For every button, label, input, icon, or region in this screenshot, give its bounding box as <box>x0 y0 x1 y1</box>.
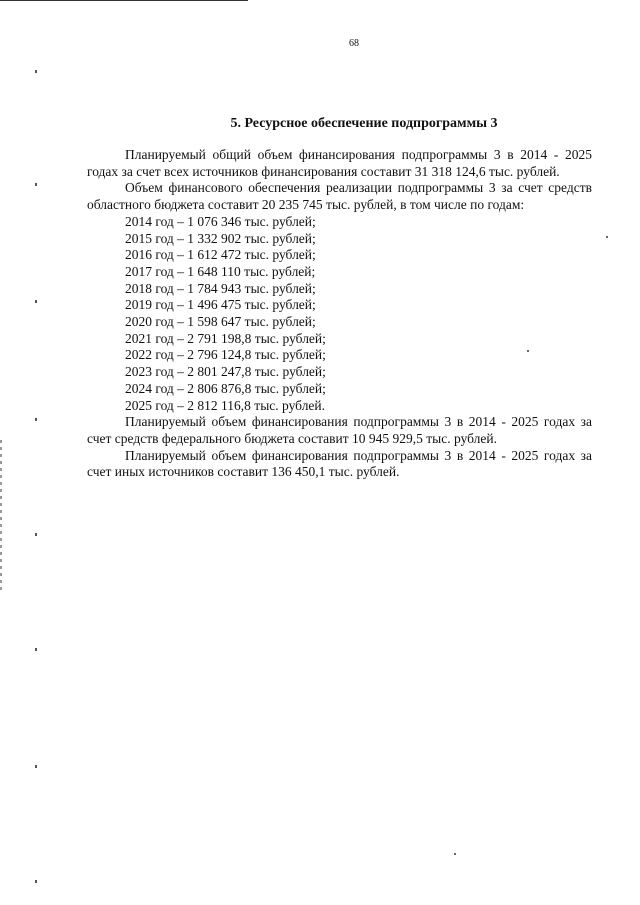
list-item: 2019 год – 1 496 475 тыс. рублей; <box>125 297 316 313</box>
margin-mark <box>35 533 37 536</box>
margin-mark <box>35 70 37 73</box>
scan-top-rule <box>0 0 248 1</box>
margin-mark <box>35 183 37 186</box>
list-item: 2020 год – 1 598 647 тыс. рублей; <box>125 314 316 330</box>
list-item: 2021 год – 2 791 198,8 тыс. рублей; <box>125 330 326 346</box>
paragraph-federal-budget: Планируемый объем финансирования подпрограммы 3 в 2014 - 2025 годах за счет средств федерального бюджета составит 10 945 929,5 тыс. рублей. <box>87 414 592 446</box>
scan-speck <box>454 853 456 855</box>
list-item: 2018 год – 1 784 943 тыс. рублей; <box>125 280 316 296</box>
margin-mark <box>35 880 37 883</box>
margin-mark <box>35 418 37 421</box>
list-item: 2014 год – 1 076 346 тыс. рублей; <box>125 213 316 229</box>
margin-mark <box>35 648 37 651</box>
list-item: 2022 год – 2 796 124,8 тыс. рублей; <box>125 347 326 363</box>
paragraph-other-sources: Планируемый объем финансирования подпрограммы 3 в 2014 - 2025 годах за счет иных источников составит 136 450,1 тыс. рублей. <box>87 447 592 480</box>
section-title: 5. Ресурсное обеспечение подпрограммы 3 <box>230 116 498 131</box>
document-body <box>87 147 592 481</box>
list-item: 2024 год – 2 806 876,8 тыс. рублей; <box>125 380 326 396</box>
margin-mark <box>35 765 37 768</box>
list-item: 2023 год – 2 801 247,8 тыс. рублей; <box>125 364 326 380</box>
paragraph-total-funding: Планируемый общий объем финансирования подпрограммы 3 в 2014 - 2025 годах за счет всех источников финансирования составит 31 318 124,6 тыс. рублей. <box>87 147 592 179</box>
page-number: 68 <box>349 38 359 49</box>
scan-binding-marks <box>0 440 2 590</box>
scan-speck <box>606 236 608 238</box>
paragraph-regional-budget: Объем финансового обеспечения реализации подпрограммы 3 за счет средств областного бюджета составит 20 235 745 тыс. рублей, в том числе по годам: <box>87 180 592 213</box>
margin-mark <box>35 300 37 303</box>
list-item: 2016 год – 1 612 472 тыс. рублей; <box>125 247 316 263</box>
list-item: 2025 год – 2 812 116,8 тыс. рублей. <box>125 397 326 413</box>
yearly-funding-list <box>87 214 592 414</box>
list-item: 2017 год – 1 648 110 тыс. рублей; <box>125 263 316 279</box>
list-item: 2015 год – 1 332 902 тыс. рублей; <box>125 230 316 246</box>
